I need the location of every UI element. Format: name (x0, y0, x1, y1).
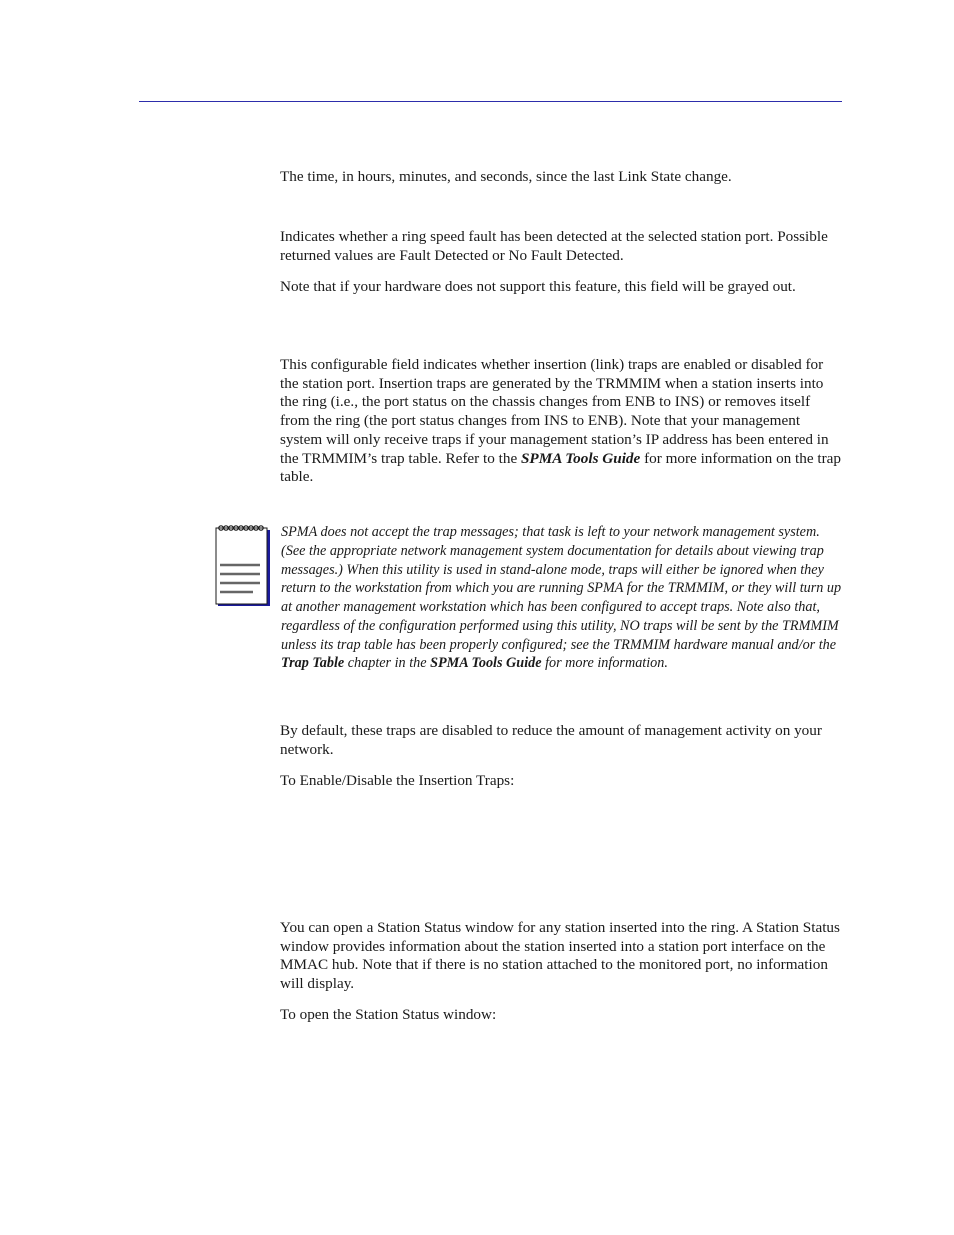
note-icon (215, 524, 271, 608)
insertion-traps-paragraph: This configurable field indicates whether insertion (link) traps are enabled or disabled for the station port. Insertion traps are generated by the TRMMIM when a station inserts into the ring (i.e., the port status on the chassis changes from ENB to INS) or removes itself from the ring (the port status changes from INS to ENB). Note that your management system will only receive traps if your management station’s IP address has been entered in the TRMMIM’s trap table. Refer to the SPMA Tools Guide for more information on the trap table. (280, 356, 842, 486)
time-since-paragraph: The time, in hours, minutes, and seconds, since the last Link State change. (280, 168, 732, 185)
spma-tools-guide-ref: SPMA Tools Guide (520, 449, 641, 467)
default-disabled-paragraph: By default, these traps are disabled to reduce the amount of management activity on your network. (280, 722, 822, 758)
enable-disable-heading: To Enable/Disable the Insertion Traps: (280, 772, 515, 789)
traps-note-text: SPMA does not accept the trap messages; that task is left to your network management system. (See the appropriate network management system documentation for details about viewing trap messages.) When this utility is used in stand-alone mode, traps will either be ignored when they return to the workstation from which you are running SPMA for the TRMMIM, or they will turn up at another management workstation which has been configured to accept traps. Note also that, regardless of the configuration performed using this utility, NO traps will be sent by the TRMMIM unless its trap table has been properly configured; see the TRMMIM hardware manual and/or the Trap Table chapter in the SPMA Tools Guide for more information. (281, 524, 842, 672)
ring-speed-fault-paragraph: Indicates whether a ring speed fault has been detected at the selected station port. Possible returned values are Fault Detected or No Fault Detected. (280, 228, 828, 264)
open-station-status-heading: To open the Station Status window: (280, 1006, 497, 1023)
header-rule (139, 101, 842, 102)
station-status-paragraph: You can open a Station Status window for any station inserted into the ring. A Station Status window provides information about the station inserted into a station port interface on the MMAC hub. Note that if there is no station attached to the monitored port, no information will display. (280, 919, 840, 993)
grayed-out-paragraph: Note that if your hardware does not support this feature, this field will be grayed out. (280, 278, 796, 295)
